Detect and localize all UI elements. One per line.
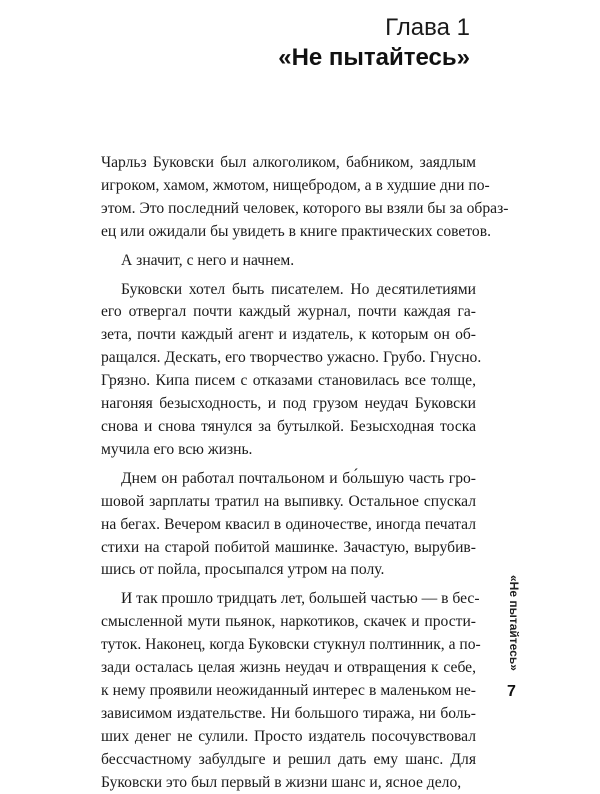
text-line: Буковски хотел быть писателем. Но десятилетиями <box>121 280 476 298</box>
text-line: зависимом издательстве. Ни большого тиража, ни боль- <box>101 704 476 722</box>
text-line: стихи на старой побитой машинке. Зачастую, вырубив- <box>101 538 476 556</box>
chapter-title: «Не пытайтесь» <box>278 44 470 71</box>
paragraph <box>101 279 482 462</box>
text-line: Днем он работал почтальоном и бо́льшую часть гро- <box>121 469 476 487</box>
paragraph <box>101 152 509 244</box>
text-line: на бегах. Вечером квасил в одиночестве, иногда печатал <box>101 515 476 533</box>
text-line: ращался. Дескать, его творчество ужасно. Грубо. Гнусно. <box>101 349 482 367</box>
chapter-label: Глава 1 <box>385 14 470 41</box>
text-line: А значит, с него и начнем. <box>121 251 295 269</box>
text-line: туток. Наконец, когда Буковски стукнул полтинник, а по- <box>101 636 481 654</box>
text-line: смысленной мути пьянок, наркотиков, скачек и прости- <box>101 613 476 631</box>
text-line: ец или ожидали бы увидеть в книге практических советов. <box>101 222 491 240</box>
running-head: «Не пытайтесь» <box>507 575 521 671</box>
text-line: зета, почти каждый агент и издатель, к которым он об- <box>101 326 476 344</box>
text-line: игроком, хамом, жмотом, нищебродом, а в худшие дни по- <box>101 176 490 194</box>
text-line: Чарльз Буковски был алкоголиком, бабником, заядлым <box>101 154 476 171</box>
text-line: зади осталась целая жизнь неудач и отвращения к себе, <box>101 659 476 677</box>
text-line: мучила его всю жизнь. <box>101 440 253 458</box>
text-line: нагоняя безысходность, и под грузом неудач Буковски <box>101 395 476 413</box>
text-line: ших денег не сулили. Просто издатель посочувствовал <box>101 727 476 745</box>
text-line: Буковски это был первый в жизни шанс и, ясное дело, <box>101 773 462 791</box>
text-line: к нему проявили неожиданный интерес в маленьком не- <box>101 681 476 699</box>
page-number: 7 <box>507 683 516 700</box>
paragraph <box>101 468 476 583</box>
text-line: шовой зарплаты тратил на выпивку. Остальное спускал <box>101 492 476 510</box>
text-line: его отвергал почти каждый журнал, почти каждая га- <box>101 303 476 321</box>
paragraph <box>101 250 476 273</box>
text-line: бессчастному забулдыге и решил дать ему шанс. Для <box>101 750 476 768</box>
paragraph <box>101 588 481 794</box>
text-line: этом. Это последний человек, которого вы взяли бы за образ- <box>101 199 509 217</box>
text-line: шись от пойла, просыпался утром на полу. <box>101 561 385 579</box>
text-line: И так прошло тридцать лет, большей частью — в бес- <box>121 590 480 608</box>
body-text <box>101 152 509 794</box>
text-line: Грязно. Кипа писем с отказами становилась все толще, <box>101 372 476 390</box>
text-line: снова и снова тянулся за бутылкой. Безысходная тоска <box>101 417 476 435</box>
